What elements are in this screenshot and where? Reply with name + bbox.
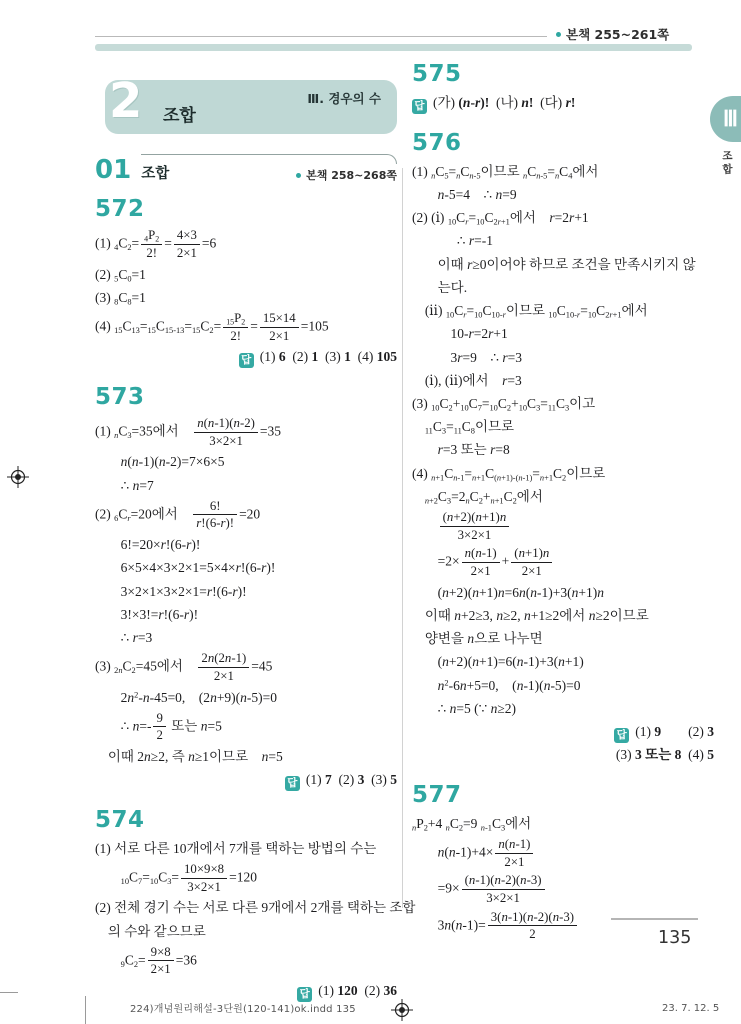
solution-line: ∴ r=3: [120, 629, 153, 645]
fraction: $\frac{9}{2}$: [153, 710, 165, 744]
side-tab-chapter-label: 조합: [721, 150, 733, 177]
solution-line: r=3 또는 r=8: [437, 442, 510, 458]
problem-number: 573: [95, 383, 145, 410]
solution-line: (n+2)(n+1)n=6n(n-1)+3(n+1)n: [437, 584, 604, 600]
solution-line: =9× $\frac{(n-1)(n-2)(n-3)}{3\times 2\times 1}$: [412, 871, 714, 907]
chapter-number: 2: [109, 73, 143, 129]
solution-line: 10-r=2r+1: [450, 326, 508, 342]
solution-line: (4) $_{15}C_{13}=_{15}C_{15-13}=_{15}C_2=$ $\frac{_{15}P_2}{2!}$ = $\frac{15\times 14}{2\times 1}$ =105: [95, 311, 329, 343]
problem-number: 575: [412, 61, 462, 87]
crop-mark-vertical: [85, 996, 86, 1024]
solution-line: (1) $_nC_3=35$에서 $\frac{n(n-1)(n-2)}{3\times 2\times 1}$ =35: [95, 415, 282, 448]
solution-line: 3!×3!=r!(6-r)!: [120, 606, 199, 622]
problems-left-container: [95, 196, 416, 1002]
solution-line: (3) $_{2n}C_2=45$에서 $\frac{2n(2n-1)}{2\times 1}$ =45: [95, 651, 273, 683]
solution-line: (1) $_4C_2=$ $\frac{_4P_2}{2!}$ = $\frac{4\times 3}{2\times 1}$ =6: [95, 228, 217, 260]
fraction: $\frac{_4P_2}{2!}$: [141, 227, 162, 261]
fraction: $\frac{15\times 14}{2\times 1}$: [260, 310, 299, 344]
solution-line: 3×2×1×3×2×1=r!(6-r)!: [120, 583, 247, 599]
solution-line: (3) $_8C_8=1$: [95, 289, 146, 307]
solution-line: 3r=9 ∴ r=3: [450, 349, 522, 365]
solution-line: 양변을 n으로 나누면: [424, 631, 543, 647]
page-number: 135: [658, 928, 692, 948]
problem-number: 572: [95, 196, 145, 222]
solution-line: (1) 서로 다른 10개에서 7개를 택하는 방법의 수는: [95, 840, 377, 856]
chapter-title: 조합: [163, 106, 196, 126]
solution-line: $_9C_2=$ $\frac{9\times 8}{2\times 1}$ =36: [120, 944, 197, 977]
solution-line: (2) (ⅰ) $_{10}C_r=_{10}C_{2r+1}$에서 r=2r+1: [412, 210, 589, 227]
problem-number: 574: [95, 806, 145, 833]
solution-line: 답 (1) 120 (2) 36: [95, 979, 397, 1002]
solution-line: ∴ n=- $\frac{9}{2}$ 또는 n=5: [120, 710, 222, 743]
problems-right-container: [412, 62, 714, 944]
answer-badge-icon: 답: [412, 99, 427, 114]
bullet-icon: [556, 32, 561, 37]
solution-line: 는다.: [437, 279, 468, 295]
section-title: 조합: [141, 166, 170, 182]
solution-line: 6×5×4×3×2×1=5×4×r!(6-r)!: [120, 560, 276, 576]
section-book-ref: [296, 167, 397, 183]
header-rule: [95, 36, 547, 37]
problem-number: 577: [412, 781, 462, 808]
problem-number: 576: [412, 129, 462, 156]
fraction: $\frac{6!}{r!(6-r)!}$: [193, 498, 237, 532]
side-tab-part-badge: [710, 96, 741, 142]
fraction: $\frac{n(n-1)}{2\times 1}$: [495, 836, 533, 870]
problem-572: [95, 197, 397, 369]
solution-line: (ⅱ) $_{10}C_r=_{10}C_{10-r}$이므로 $_{10}C_{10-r}=_{10}C_{2r+1}$에서: [424, 303, 648, 320]
solution-line: $2n^2-n-45=0$, (2n+9)(n-5)=0: [120, 689, 278, 705]
left-column: [95, 73, 416, 1018]
fraction: $\frac{(n+2)(n+1)n}{3\times 2\times 1}$: [440, 509, 510, 543]
header-book-ref: [556, 25, 669, 43]
section-heading: [95, 154, 397, 183]
solution-line: $_{11}C_3=_{11}C_8$이므로: [424, 419, 515, 436]
registration-mark-icon: [7, 466, 29, 488]
answer-badge-icon: 답: [614, 728, 629, 743]
solution-line: (2) $_5C_0=1$: [95, 266, 146, 284]
fraction: $\frac{3(n-1)(n-2)(n-3)}{2}$: [488, 909, 577, 943]
solution-line: n(n-1)(n-2)=7×6×5: [120, 454, 225, 470]
problem-576: [412, 131, 714, 767]
solution-line: (4) $_{n+1}C_{n-1}=_{n+1}C_{(n+1)-(n-1)}=_{n+1}C_2$이므로: [412, 465, 606, 483]
registration-mark-icon: [391, 999, 413, 1021]
solution-line: (1) $_nC_5=_nC_{n-5}$이므로 $_nC_{n-5}=_nC_4$에서: [412, 163, 599, 181]
solution-line: 이때 r≥0이어야 하므로 조건을 만족시키지 않: [437, 256, 696, 272]
answer-badge-icon: 답: [297, 987, 312, 1002]
solution-line: 답 (1) 9 (2) 3: [412, 720, 714, 743]
header-ref-text: 본책 255~261쪽: [566, 27, 670, 42]
solution-line: 3n(n-1)= $\frac{3(n-1)(n-2)(n-3)}{2}$: [412, 908, 714, 944]
fraction: $\frac{n(n-1)}{2\times 1}$: [462, 545, 500, 579]
section-ref-text: 본책 258~268쪽: [306, 169, 397, 182]
solution-line: 이때 n+2≥3, n≥2, n+1≥2에서 n≥2이므로: [424, 608, 649, 623]
solution-line: $_{10}C_7=_{10}C_3=$ $\frac{10\times 9\times 8}{3\times 2\times 1}$ =120: [120, 862, 257, 894]
side-tab-part-label: Ⅲ: [722, 106, 738, 131]
solution-line: (3) $_{10}C_2+_{10}C_7=_{10}C_2+_{10}C_3=_{11}C_3$이고: [412, 396, 596, 413]
solution-line: =2× $\frac{n(n-1)}{2\times 1}$ + $\frac{(n+1)n}{2\times 1}$: [412, 544, 714, 580]
fraction: $\frac{(n-1)(n-2)(n-3)}{3\times 2\times 1}$: [462, 872, 545, 906]
fraction: $\frac{10\times 9\times 8}{3\times 2\times 1}$: [181, 861, 227, 895]
header-accent-bar: [95, 44, 692, 51]
fraction: $\frac{2n(2n-1)}{2\times 1}$: [198, 650, 249, 684]
answer-badge-icon: 답: [285, 776, 300, 791]
footer-timestamp: 23. 7. 12. 5: [662, 1003, 720, 1014]
footer-filename: 224)개념원리해설-3단원(120-141)ok.indd 135: [130, 1004, 356, 1015]
solution-line: 답 (1) 7 (2) 3 (3) 5: [95, 768, 397, 791]
solution-line: ∴ n=7: [120, 477, 154, 493]
solution-line: n-5=4 ∴ n=9: [437, 187, 517, 203]
crop-mark-horizontal: [0, 992, 18, 993]
solution-line: (2) $_6C_r=20$에서 $\frac{6!}{r!(6-r)!}$ =20: [95, 498, 261, 531]
solution-line: 답 (가) (n-r)! (나) n! (다) r!: [412, 91, 714, 114]
solution-line: (ⅰ), (ⅱ)에서 r=3: [424, 372, 522, 388]
column-divider: [402, 168, 403, 908]
solution-line: (2) 전체 경기 수는 서로 다른 9개에서 2개를 택하는 조합: [95, 900, 416, 916]
page-number-rule: [611, 918, 698, 920]
section-number: 01: [95, 155, 132, 185]
fraction: $\frac{_{15}P_2}{2!}$: [223, 310, 248, 344]
fraction: $\frac{4\times 3}{2\times 1}$: [174, 227, 200, 261]
chapter-part-label: Ⅲ. 경우의 수: [307, 91, 381, 106]
solution-line: (3) 3 또는 8 (4) 5: [615, 747, 714, 763]
bullet-icon: [296, 173, 301, 178]
right-column: [412, 56, 714, 960]
solution-line: 답 (1) 6 (2) 1 (3) 1 (4) 105: [95, 345, 397, 368]
problem-575: [412, 62, 714, 115]
fraction: $\frac{(n+1)n}{2\times 1}$: [511, 545, 552, 579]
solution-line: ∴ r=-1: [456, 233, 493, 249]
solution-line: $_nP_2+4$ $_nC_2=9$ $_{n-1}C_3$에서: [412, 815, 532, 833]
problem-574: [95, 806, 416, 1003]
solution-line: [412, 508, 714, 544]
chapter-heading: [105, 73, 397, 134]
solution-line: 이때 2n≥2, 즉 n≥1이므로 n=5: [107, 749, 283, 765]
solution-line: ∴ n=5 (∵ n≥2): [437, 700, 516, 716]
solution-line: 6!=20×r!(6-r)!: [120, 537, 201, 553]
solution-line: n(n-1)+4× $\frac{n(n-1)}{2\times 1}$: [412, 835, 714, 871]
fraction: $\frac{9\times 8}{2\times 1}$: [148, 944, 174, 978]
solution-line: $n^2-6n+5=0$, (n-1)(n-5)=0: [437, 677, 581, 693]
problem-573: [95, 385, 397, 792]
solution-line: $_{n+2}C_3=2_nC_2+_{n+1}C_2$에서: [424, 488, 543, 506]
solution-line: (n+2)(n+1)=6(n-1)+3(n+1): [437, 654, 584, 670]
answer-badge-icon: 답: [239, 353, 254, 368]
fraction: $\frac{n(n-1)(n-2)}{3\times 2\times 1}$: [194, 415, 258, 449]
solution-line: 의 수와 같으므로: [107, 923, 206, 939]
section-heading-body: [141, 154, 397, 183]
